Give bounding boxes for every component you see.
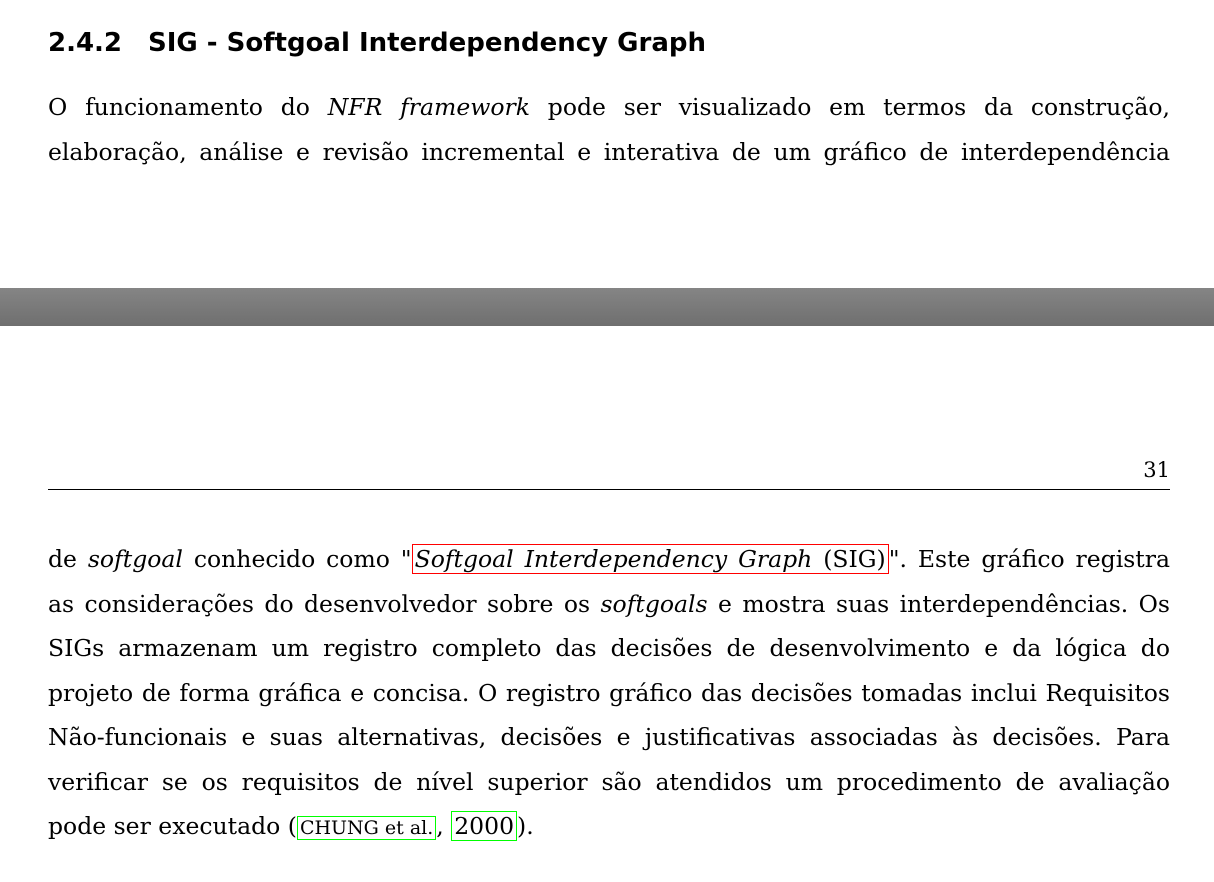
text-run: ). <box>517 812 534 840</box>
citation-year-link[interactable]: 2000 <box>451 811 517 841</box>
text-run: conhecido como " <box>182 545 412 573</box>
text-line <box>48 537 1170 582</box>
text-line <box>48 804 1170 851</box>
text-run: de <box>48 545 88 573</box>
text-run: , <box>436 812 452 840</box>
text-line: projeto de forma gráfica e concisa. O registro gráfico das decisões tomadas inclui Requisitos <box>48 678 1170 707</box>
glossary-link-sig[interactable] <box>412 544 889 574</box>
citation-author-link[interactable]: CHUNG et al. <box>297 816 436 840</box>
glossary-link-acronym: (SIG) <box>812 545 886 573</box>
paragraph-top <box>48 85 1170 174</box>
text-line <box>48 582 1170 627</box>
section-heading <box>48 26 706 60</box>
page-top <box>0 0 1214 288</box>
text-line: Não-funcionais e suas alternativas, decisões e justificativas associadas às decisões. Para <box>48 723 1170 751</box>
text-line: elaboração, análise e revisão incremental e interativa de um gráfico de interdependência <box>48 137 1170 166</box>
page-number: 31 <box>1143 458 1170 482</box>
italic-term: NFR framework <box>327 93 530 121</box>
section-number: 2.4.2 <box>48 28 123 58</box>
paragraph-bottom <box>48 537 1170 851</box>
header-rule <box>48 489 1170 490</box>
glossary-link-term: Softgoal Interdependency Graph <box>414 545 813 573</box>
text-line <box>48 85 1170 130</box>
text-run: as considerações do desenvolvedor sobre os <box>48 589 601 618</box>
text-run: O funcionamento do <box>48 93 328 121</box>
page-separator <box>0 288 1214 326</box>
text-run: e mostra suas interdependências. Os <box>707 589 1170 618</box>
italic-term: softgoals <box>600 589 708 618</box>
italic-term: softgoal <box>87 545 183 573</box>
section-title: SIG - Softgoal Interdependency Graph <box>148 28 707 58</box>
text-run: pode ser visualizado em termos da construção, <box>529 93 1171 121</box>
text-run: pode ser executado ( <box>48 812 297 840</box>
text-run: ". Este gráfico registra <box>888 545 1170 573</box>
text-line: SIGs armazenam um registro completo das decisões de desenvolvimento e da lógica do <box>48 634 1170 662</box>
text-line: verificar se os requisitos de nível superior são atendidos um procedimento de avaliação <box>48 767 1170 796</box>
